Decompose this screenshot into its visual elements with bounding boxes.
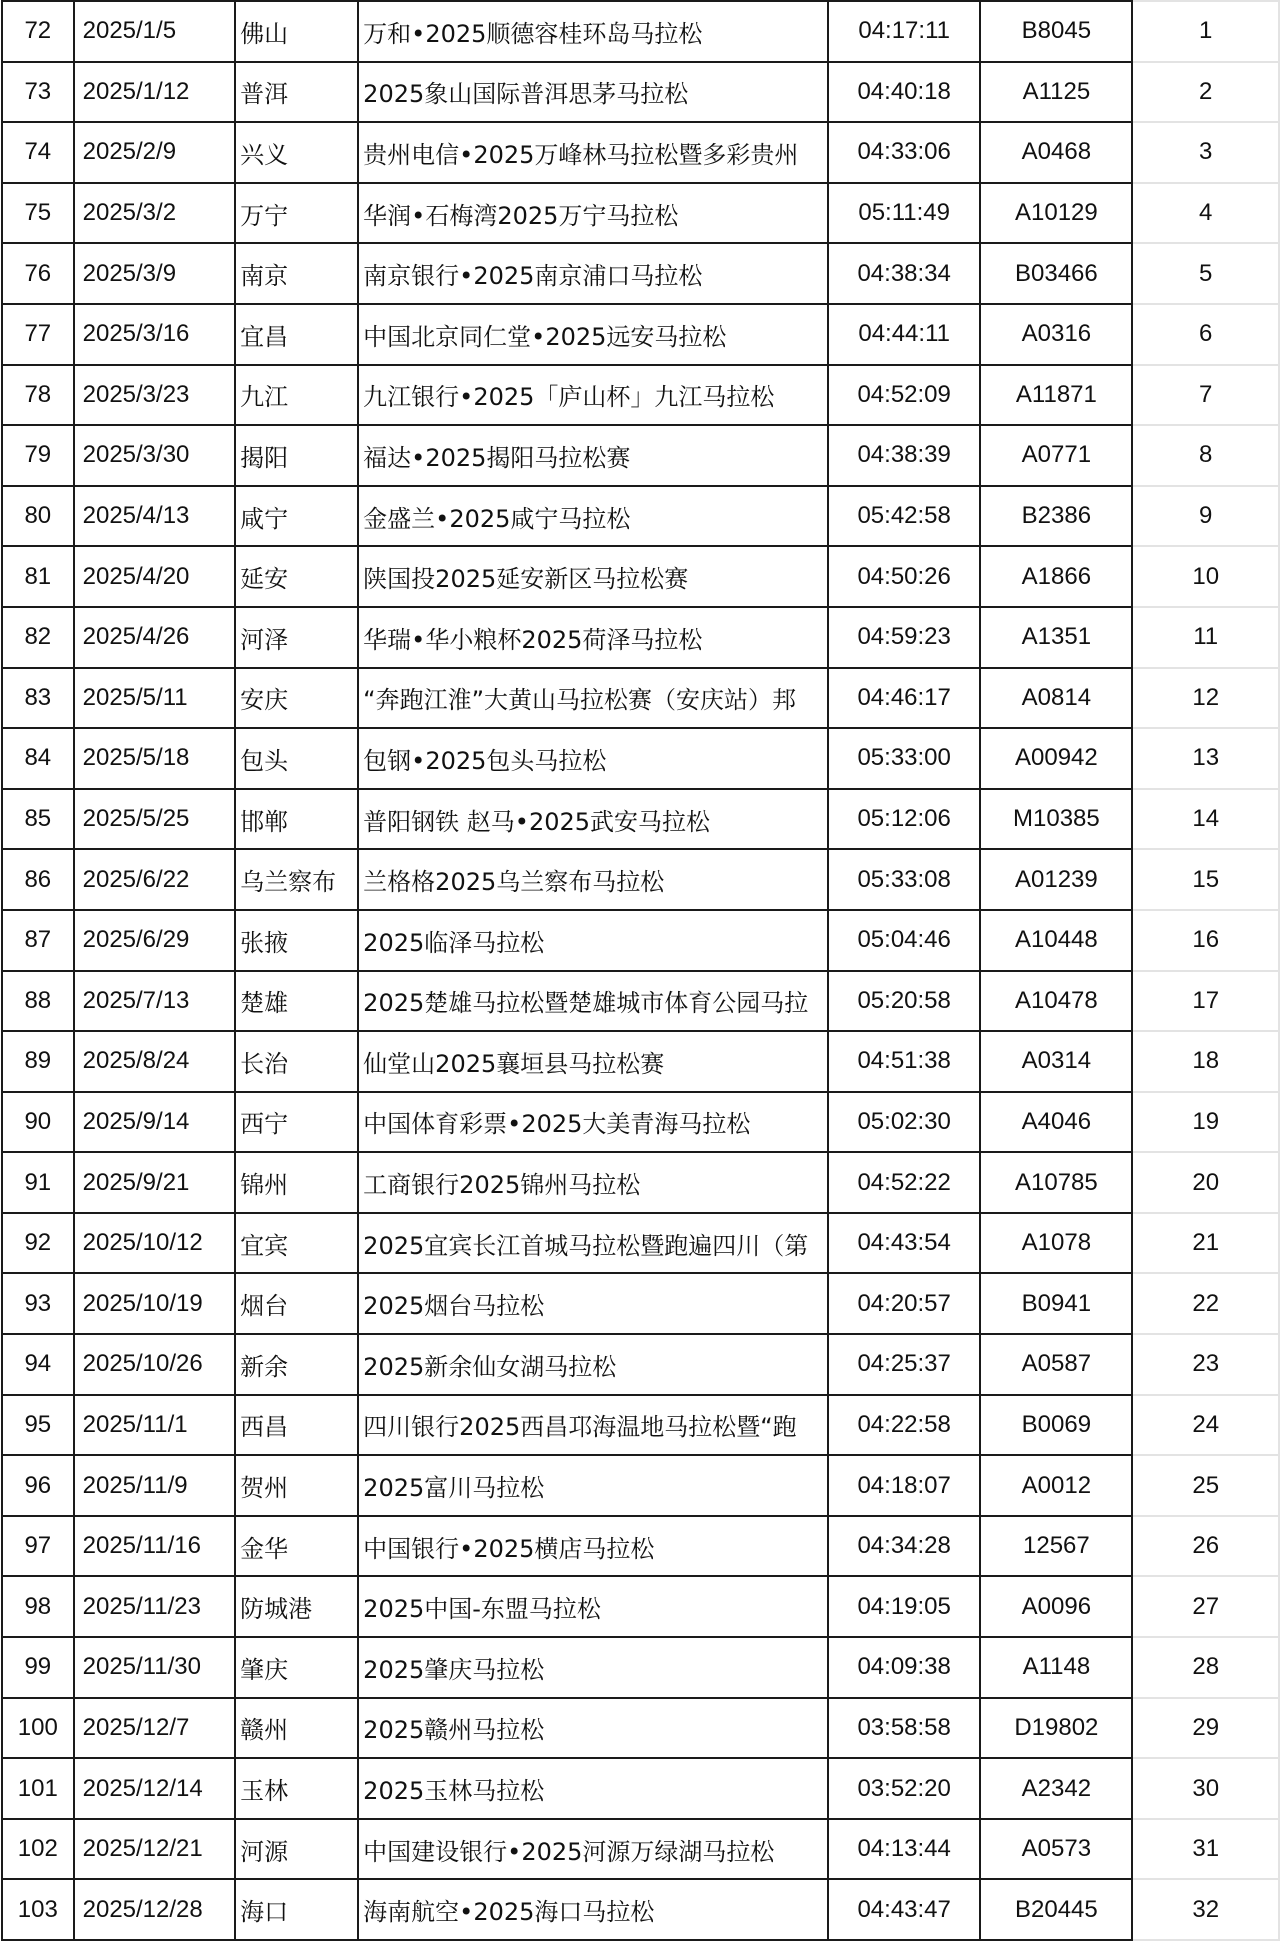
row-number-cell[interactable]: 94	[2, 1334, 74, 1395]
race-name-text: 兰格格2025乌兰察布马拉松	[363, 868, 665, 897]
finish-time-cell[interactable]: 03:58:58	[828, 1698, 980, 1759]
table-row[interactable]	[2, 1819, 1279, 1880]
finish-time-cell[interactable]: 04:52:09	[828, 365, 980, 426]
table-row[interactable]	[2, 668, 1279, 729]
date-cell[interactable]: 2025/11/23	[74, 1576, 236, 1637]
city-cell[interactable]: 乌兰察布	[235, 849, 358, 910]
finish-time-cell[interactable]: 05:42:58	[828, 486, 980, 547]
row-number-cell[interactable]: 87	[2, 910, 74, 971]
date-cell[interactable]: 2025/6/22	[74, 849, 236, 910]
race-name-text: 2025赣州马拉松	[363, 1716, 545, 1745]
finish-time-cell[interactable]: 05:33:08	[828, 849, 980, 910]
date-cell[interactable]: 2025/6/29	[74, 910, 236, 971]
finish-time-cell[interactable]: 04:18:07	[828, 1455, 980, 1516]
race-name-cell[interactable]	[358, 122, 828, 183]
table-row[interactable]	[2, 789, 1279, 850]
race-name-text: 中国建设银行•2025河源万绿湖马拉松	[363, 1837, 775, 1866]
finish-time-cell[interactable]: 04:22:58	[828, 1395, 980, 1456]
bib-number-cell[interactable]: A4046	[980, 1092, 1132, 1153]
race-name-cell[interactable]	[358, 1516, 828, 1577]
city-cell[interactable]: 锦州	[235, 1152, 358, 1213]
city-cell[interactable]: 海口	[235, 1879, 358, 1940]
date-cell[interactable]: 2025/8/24	[74, 1031, 236, 1092]
table-row[interactable]	[2, 1637, 1279, 1698]
table-row[interactable]	[2, 425, 1279, 486]
race-name-text: 金盛兰•2025咸宁马拉松	[363, 504, 631, 533]
city-cell[interactable]: 佛山	[235, 1, 358, 62]
race-name-cell[interactable]	[358, 1334, 828, 1395]
race-name-text: 普阳钢铁 赵马•2025武安马拉松	[363, 807, 711, 836]
sequence-cell[interactable]: 14	[1132, 789, 1279, 850]
row-number-cell[interactable]: 92	[2, 1213, 74, 1274]
row-number-cell[interactable]: 102	[2, 1819, 74, 1880]
race-name-text: 2025临泽马拉松	[363, 928, 545, 957]
race-name-text: 2025肇庆马拉松	[363, 1655, 545, 1684]
date-cell[interactable]: 2025/11/30	[74, 1637, 236, 1698]
row-number-cell[interactable]: 83	[2, 668, 74, 729]
sequence-cell[interactable]: 21	[1132, 1213, 1279, 1274]
finish-time-cell[interactable]: 04:25:37	[828, 1334, 980, 1395]
race-name-text: 九江银行•2025「庐山杯」九江马拉松	[363, 383, 775, 412]
sequence-cell[interactable]: 29	[1132, 1698, 1279, 1759]
sequence-cell[interactable]: 27	[1132, 1576, 1279, 1637]
bib-number-cell[interactable]: A0314	[980, 1031, 1132, 1092]
finish-time-cell[interactable]: 04:59:23	[828, 607, 980, 668]
sequence-cell[interactable]: 7	[1132, 365, 1279, 426]
bib-number-cell[interactable]: A10785	[980, 1152, 1132, 1213]
sequence-cell[interactable]: 3	[1132, 122, 1279, 183]
sequence-cell[interactable]: 17	[1132, 971, 1279, 1032]
table-row[interactable]	[2, 1879, 1279, 1940]
date-cell[interactable]: 2025/11/9	[74, 1455, 236, 1516]
date-cell[interactable]: 2025/3/16	[74, 304, 236, 365]
bib-number-cell[interactable]: A2342	[980, 1758, 1132, 1819]
sequence-cell[interactable]: 13	[1132, 728, 1279, 789]
city-cell[interactable]: 楚雄	[235, 971, 358, 1032]
table-row[interactable]	[2, 304, 1279, 365]
table-row[interactable]	[2, 1576, 1279, 1637]
date-cell[interactable]: 2025/4/20	[74, 546, 236, 607]
city-cell[interactable]: 延安	[235, 546, 358, 607]
finish-time-cell[interactable]: 04:33:06	[828, 122, 980, 183]
sequence-cell[interactable]: 8	[1132, 425, 1279, 486]
sequence-cell[interactable]: 24	[1132, 1395, 1279, 1456]
bib-number-cell[interactable]: A10448	[980, 910, 1132, 971]
date-cell[interactable]: 2025/7/13	[74, 971, 236, 1032]
sequence-cell[interactable]: 22	[1132, 1273, 1279, 1334]
race-name-text: 工商银行2025锦州马拉松	[363, 1171, 641, 1200]
row-number-cell[interactable]: 75	[2, 183, 74, 244]
city-cell[interactable]: 咸宁	[235, 486, 358, 547]
city-cell[interactable]: 长治	[235, 1031, 358, 1092]
table-row[interactable]	[2, 971, 1279, 1032]
row-number-cell[interactable]: 72	[2, 1, 74, 62]
row-number-cell[interactable]: 77	[2, 304, 74, 365]
row-number-cell[interactable]: 96	[2, 1455, 74, 1516]
bib-number-cell[interactable]: A0771	[980, 425, 1132, 486]
bib-number-cell[interactable]: D19802	[980, 1698, 1132, 1759]
row-number-cell[interactable]: 90	[2, 1092, 74, 1153]
table-row[interactable]	[2, 1092, 1279, 1153]
city-cell[interactable]: 南京	[235, 243, 358, 304]
table-row[interactable]	[2, 728, 1279, 789]
race-name-text: 贵州电信•2025万峰林马拉松暨多彩贵州	[363, 140, 799, 169]
sequence-cell[interactable]: 1	[1132, 1, 1279, 62]
date-cell[interactable]: 2025/11/16	[74, 1516, 236, 1577]
city-cell[interactable]: 贺州	[235, 1455, 358, 1516]
table-row[interactable]	[2, 243, 1279, 304]
race-name-text: 2025宜宾长江首城马拉松暨跑遍四川（第	[363, 1231, 809, 1260]
date-cell[interactable]: 2025/4/26	[74, 607, 236, 668]
race-name-cell[interactable]	[358, 1455, 828, 1516]
finish-time-cell[interactable]: 05:11:49	[828, 183, 980, 244]
sequence-cell[interactable]: 10	[1132, 546, 1279, 607]
finish-time-cell[interactable]: 04:40:18	[828, 62, 980, 123]
city-cell[interactable]: 宜宾	[235, 1213, 358, 1274]
city-cell[interactable]: 新余	[235, 1334, 358, 1395]
city-cell[interactable]: 河源	[235, 1819, 358, 1880]
row-number-cell[interactable]: 98	[2, 1576, 74, 1637]
race-name-cell[interactable]	[358, 971, 828, 1032]
race-name-text: 2025中国-东盟马拉松	[363, 1595, 601, 1624]
race-name-text: 2025楚雄马拉松暨楚雄城市体育公园马拉	[363, 989, 809, 1018]
race-name-cell[interactable]	[358, 1698, 828, 1759]
city-cell[interactable]: 九江	[235, 365, 358, 426]
row-number-cell[interactable]: 100	[2, 1698, 74, 1759]
date-cell[interactable]: 2025/1/12	[74, 62, 236, 123]
race-name-cell[interactable]	[358, 1819, 828, 1880]
bib-number-cell[interactable]: A1078	[980, 1213, 1132, 1274]
table-row[interactable]	[2, 1031, 1279, 1092]
row-number-cell[interactable]: 89	[2, 1031, 74, 1092]
finish-time-cell[interactable]: 04:20:57	[828, 1273, 980, 1334]
bib-number-cell[interactable]: A0316	[980, 304, 1132, 365]
finish-time-cell[interactable]: 04:19:05	[828, 1576, 980, 1637]
row-number-cell[interactable]: 97	[2, 1516, 74, 1577]
date-cell[interactable]: 2025/9/14	[74, 1092, 236, 1153]
sequence-cell[interactable]: 6	[1132, 304, 1279, 365]
race-name-cell[interactable]	[358, 1152, 828, 1213]
table-body	[2, 1, 1279, 1940]
city-cell[interactable]: 肇庆	[235, 1637, 358, 1698]
date-cell[interactable]: 2025/12/28	[74, 1879, 236, 1940]
city-cell[interactable]: 烟台	[235, 1273, 358, 1334]
race-name-cell[interactable]	[358, 1273, 828, 1334]
bib-number-cell[interactable]: A0468	[980, 122, 1132, 183]
race-name-cell[interactable]	[358, 243, 828, 304]
city-cell[interactable]: 西昌	[235, 1395, 358, 1456]
race-name-text: 福达•2025揭阳马拉松赛	[363, 443, 631, 472]
race-name-cell[interactable]	[358, 1576, 828, 1637]
sequence-cell[interactable]: 25	[1132, 1455, 1279, 1516]
race-name-cell[interactable]	[358, 304, 828, 365]
table-row[interactable]	[2, 910, 1279, 971]
sequence-cell[interactable]: 15	[1132, 849, 1279, 910]
bib-number-cell[interactable]: A1866	[980, 546, 1132, 607]
bib-number-cell[interactable]: M10385	[980, 789, 1132, 850]
city-cell[interactable]: 玉林	[235, 1758, 358, 1819]
sequence-cell[interactable]: 11	[1132, 607, 1279, 668]
row-number-cell[interactable]: 79	[2, 425, 74, 486]
row-number-cell[interactable]: 84	[2, 728, 74, 789]
race-name-cell[interactable]	[358, 1758, 828, 1819]
table-row[interactable]	[2, 62, 1279, 123]
sequence-cell[interactable]: 31	[1132, 1819, 1279, 1880]
bib-number-cell[interactable]: 12567	[980, 1516, 1132, 1577]
date-cell[interactable]: 2025/4/13	[74, 486, 236, 547]
race-name-text: 2025玉林马拉松	[363, 1777, 545, 1806]
row-number-cell[interactable]: 101	[2, 1758, 74, 1819]
finish-time-cell[interactable]: 04:09:38	[828, 1637, 980, 1698]
city-cell[interactable]: 安庆	[235, 668, 358, 729]
table-row[interactable]	[2, 607, 1279, 668]
sequence-cell[interactable]: 19	[1132, 1092, 1279, 1153]
bib-number-cell[interactable]: B0069	[980, 1395, 1132, 1456]
date-cell[interactable]: 2025/12/14	[74, 1758, 236, 1819]
date-cell[interactable]: 2025/3/30	[74, 425, 236, 486]
race-name-text: 2025象山国际普洱思茅马拉松	[363, 80, 689, 109]
marathon-results-table	[1, 0, 1280, 1941]
row-number-cell[interactable]: 76	[2, 243, 74, 304]
row-number-cell[interactable]: 88	[2, 971, 74, 1032]
city-cell[interactable]: 西宁	[235, 1092, 358, 1153]
row-number-cell[interactable]: 91	[2, 1152, 74, 1213]
sequence-cell[interactable]: 2	[1132, 62, 1279, 123]
sequence-cell[interactable]: 12	[1132, 668, 1279, 729]
race-name-text: “奔跑江淮”大黄山马拉松赛（安庆站）邦	[363, 686, 797, 715]
finish-time-cell[interactable]: 04:44:11	[828, 304, 980, 365]
finish-time-cell[interactable]: 05:20:58	[828, 971, 980, 1032]
bib-number-cell[interactable]: A1351	[980, 607, 1132, 668]
sequence-cell[interactable]: 16	[1132, 910, 1279, 971]
bib-number-cell[interactable]: A00942	[980, 728, 1132, 789]
sequence-cell[interactable]: 30	[1132, 1758, 1279, 1819]
race-name-text: 中国体育彩票•2025大美青海马拉松	[363, 1110, 751, 1139]
city-cell[interactable]: 万宁	[235, 183, 358, 244]
finish-time-cell[interactable]: 03:52:20	[828, 1758, 980, 1819]
sequence-cell[interactable]: 9	[1132, 486, 1279, 547]
race-name-cell[interactable]	[358, 1, 828, 62]
table-row[interactable]	[2, 546, 1279, 607]
finish-time-cell[interactable]: 04:13:44	[828, 1819, 980, 1880]
date-cell[interactable]: 2025/10/19	[74, 1273, 236, 1334]
finish-time-cell[interactable]: 04:38:39	[828, 425, 980, 486]
race-name-cell[interactable]	[358, 1213, 828, 1274]
bib-number-cell[interactable]: A10478	[980, 971, 1132, 1032]
race-name-text: 南京银行•2025南京浦口马拉松	[363, 262, 703, 291]
table-row[interactable]	[2, 1334, 1279, 1395]
sequence-cell[interactable]: 18	[1132, 1031, 1279, 1092]
finish-time-cell[interactable]: 05:04:46	[828, 910, 980, 971]
finish-time-cell[interactable]: 04:50:26	[828, 546, 980, 607]
sequence-cell[interactable]: 23	[1132, 1334, 1279, 1395]
table-row[interactable]	[2, 1213, 1279, 1274]
table-row[interactable]	[2, 849, 1279, 910]
table-row[interactable]	[2, 486, 1279, 547]
row-number-cell[interactable]: 73	[2, 62, 74, 123]
race-name-text: 陕国投2025延安新区马拉松赛	[363, 565, 689, 594]
race-name-text: 包钢•2025包头马拉松	[363, 746, 607, 775]
sequence-cell[interactable]: 4	[1132, 183, 1279, 244]
bib-number-cell[interactable]: A0814	[980, 668, 1132, 729]
sequence-cell[interactable]: 20	[1132, 1152, 1279, 1213]
race-name-cell[interactable]	[358, 425, 828, 486]
finish-time-cell[interactable]: 05:12:06	[828, 789, 980, 850]
table-row[interactable]	[2, 1455, 1279, 1516]
race-name-cell[interactable]	[358, 546, 828, 607]
row-number-cell[interactable]: 80	[2, 486, 74, 547]
row-number-cell[interactable]: 74	[2, 122, 74, 183]
row-number-cell[interactable]: 86	[2, 849, 74, 910]
row-number-cell[interactable]: 103	[2, 1879, 74, 1940]
bib-number-cell[interactable]: A01239	[980, 849, 1132, 910]
city-cell[interactable]: 普洱	[235, 62, 358, 123]
city-cell[interactable]: 河泽	[235, 607, 358, 668]
table-row[interactable]	[2, 1516, 1279, 1577]
race-name-cell[interactable]	[358, 607, 828, 668]
table-row[interactable]	[2, 1758, 1279, 1819]
race-name-text: 2025烟台马拉松	[363, 1292, 545, 1321]
finish-time-cell[interactable]: 05:33:00	[828, 728, 980, 789]
race-name-text: 海南航空•2025海口马拉松	[363, 1898, 655, 1927]
sequence-cell[interactable]: 26	[1132, 1516, 1279, 1577]
race-name-cell[interactable]	[358, 728, 828, 789]
bib-number-cell[interactable]: A1148	[980, 1637, 1132, 1698]
date-cell[interactable]: 2025/10/26	[74, 1334, 236, 1395]
race-name-cell[interactable]	[358, 62, 828, 123]
finish-time-cell[interactable]: 04:46:17	[828, 668, 980, 729]
date-cell[interactable]: 2025/10/12	[74, 1213, 236, 1274]
finish-time-cell[interactable]: 04:52:22	[828, 1152, 980, 1213]
race-name-text: 中国银行•2025横店马拉松	[363, 1534, 655, 1563]
date-cell[interactable]: 2025/3/2	[74, 183, 236, 244]
bib-number-cell[interactable]: B0941	[980, 1273, 1132, 1334]
finish-time-cell[interactable]: 04:17:11	[828, 1, 980, 62]
city-cell[interactable]: 兴义	[235, 122, 358, 183]
race-name-text: 四川银行2025西昌邛海温地马拉松暨“跑	[363, 1413, 797, 1442]
bib-number-cell[interactable]: A1125	[980, 62, 1132, 123]
city-cell[interactable]: 赣州	[235, 1698, 358, 1759]
finish-time-cell[interactable]: 04:38:34	[828, 243, 980, 304]
bib-number-cell[interactable]: B03466	[980, 243, 1132, 304]
date-cell[interactable]: 2025/5/18	[74, 728, 236, 789]
city-cell[interactable]: 揭阳	[235, 425, 358, 486]
row-number-cell[interactable]: 78	[2, 365, 74, 426]
date-cell[interactable]: 2025/5/25	[74, 789, 236, 850]
date-cell[interactable]: 2025/3/9	[74, 243, 236, 304]
race-name-cell[interactable]	[358, 1879, 828, 1940]
race-name-cell[interactable]	[358, 910, 828, 971]
table-row[interactable]	[2, 1152, 1279, 1213]
date-cell[interactable]: 2025/5/11	[74, 668, 236, 729]
race-name-text: 2025新余仙女湖马拉松	[363, 1352, 617, 1381]
city-cell[interactable]: 张掖	[235, 910, 358, 971]
race-name-cell[interactable]	[358, 183, 828, 244]
race-name-text: 中国北京同仁堂•2025远安马拉松	[363, 322, 727, 351]
table-row[interactable]	[2, 1698, 1279, 1759]
table-row[interactable]	[2, 183, 1279, 244]
table-row[interactable]	[2, 365, 1279, 426]
finish-time-cell[interactable]: 04:43:47	[828, 1879, 980, 1940]
row-number-cell[interactable]: 85	[2, 789, 74, 850]
race-name-text: 仙堂山2025襄垣县马拉松赛	[363, 1049, 665, 1078]
race-name-cell[interactable]	[358, 1031, 828, 1092]
race-name-text: 2025富川马拉松	[363, 1474, 545, 1503]
table-row[interactable]	[2, 1273, 1279, 1334]
table-row[interactable]	[2, 1, 1279, 62]
row-number-cell[interactable]: 82	[2, 607, 74, 668]
table-row[interactable]	[2, 1395, 1279, 1456]
sequence-cell[interactable]: 5	[1132, 243, 1279, 304]
date-cell[interactable]: 2025/9/21	[74, 1152, 236, 1213]
bib-number-cell[interactable]: B8045	[980, 1, 1132, 62]
finish-time-cell[interactable]: 04:34:28	[828, 1516, 980, 1577]
city-cell[interactable]: 防城港	[235, 1576, 358, 1637]
race-name-text: 万和•2025顺德容桂环岛马拉松	[363, 19, 703, 48]
bib-number-cell[interactable]: B2386	[980, 486, 1132, 547]
row-number-cell[interactable]: 99	[2, 1637, 74, 1698]
city-cell[interactable]: 宜昌	[235, 304, 358, 365]
finish-time-cell[interactable]: 04:43:54	[828, 1213, 980, 1274]
race-name-cell[interactable]	[358, 1092, 828, 1153]
bib-number-cell[interactable]: A10129	[980, 183, 1132, 244]
row-number-cell[interactable]: 95	[2, 1395, 74, 1456]
bib-number-cell[interactable]: A0096	[980, 1576, 1132, 1637]
race-name-cell[interactable]	[358, 849, 828, 910]
date-cell[interactable]: 2025/11/1	[74, 1395, 236, 1456]
date-cell[interactable]: 2025/12/7	[74, 1698, 236, 1759]
sequence-cell[interactable]: 28	[1132, 1637, 1279, 1698]
bib-number-cell[interactable]: A0012	[980, 1455, 1132, 1516]
table-row[interactable]	[2, 122, 1279, 183]
city-cell[interactable]: 邯郸	[235, 789, 358, 850]
city-cell[interactable]: 包头	[235, 728, 358, 789]
bib-number-cell[interactable]: A11871	[980, 365, 1132, 426]
race-name-text: 华瑞•华小粮杯2025荷泽马拉松	[363, 625, 703, 654]
race-name-cell[interactable]	[358, 1637, 828, 1698]
date-cell[interactable]: 2025/2/9	[74, 122, 236, 183]
row-number-cell[interactable]: 93	[2, 1273, 74, 1334]
date-cell[interactable]: 2025/12/21	[74, 1819, 236, 1880]
race-name-text: 华润•石梅湾2025万宁马拉松	[363, 201, 679, 230]
bib-number-cell[interactable]: B20445	[980, 1879, 1132, 1940]
bib-number-cell[interactable]: A0573	[980, 1819, 1132, 1880]
date-cell[interactable]: 2025/1/5	[74, 1, 236, 62]
city-cell[interactable]: 金华	[235, 1516, 358, 1577]
bib-number-cell[interactable]: A0587	[980, 1334, 1132, 1395]
race-name-cell[interactable]	[358, 365, 828, 426]
race-name-cell[interactable]	[358, 486, 828, 547]
finish-time-cell[interactable]: 05:02:30	[828, 1092, 980, 1153]
finish-time-cell[interactable]: 04:51:38	[828, 1031, 980, 1092]
race-name-cell[interactable]	[358, 668, 828, 729]
race-name-cell[interactable]	[358, 789, 828, 850]
sequence-cell[interactable]: 32	[1132, 1879, 1279, 1940]
date-cell[interactable]: 2025/3/23	[74, 365, 236, 426]
row-number-cell[interactable]: 81	[2, 546, 74, 607]
race-name-cell[interactable]	[358, 1395, 828, 1456]
